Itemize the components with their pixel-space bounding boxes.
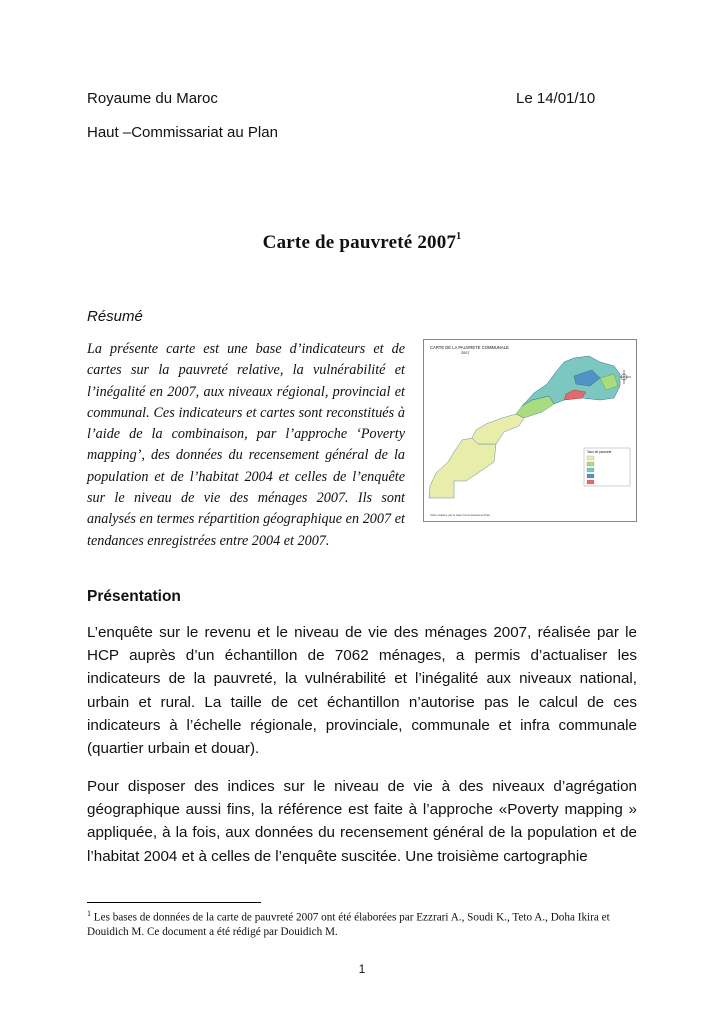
resume-heading: Résumé [87,308,143,325]
poverty-map-figure [423,339,637,522]
header-institution: Haut –Commissariat au Plan [87,124,278,141]
page-number: 1 [358,962,366,976]
map-source-note: Carte réalisée par le Haut Commissariat au Plan [430,513,491,517]
footnote-mark: 1 [87,909,91,918]
document-title-text: Carte de pauvreté 2007 [262,232,457,253]
title-footnote-mark: 1 [456,230,462,242]
map-title: CARTE DE LA PAUVRETE COMMUNALE [430,345,509,350]
map-south-central [472,414,524,444]
map-legend [584,448,630,486]
footnote-text: Les bases de données de la carte de pauvreté 2007 ont été élaborées par Ezzrari A., Soudi K., Teto A., Doha Ikira et Douidich M. Ce document a été rédigé par Douidich M. [87,911,610,938]
map-legend-title: Taux de pauvreté [587,450,612,454]
footnote-separator [87,902,261,903]
header-date: Le 14/01/10 [516,90,596,107]
presentation-paragraph-2: Pour disposer des indices sur le niveau de vie à des niveaux d’agrégation géographique aussi fins, la référence est faite à l’approche «Poverty mapping » appliquée, à la fois, aux données du recensement général de la population et de l’habitat 2004 et à celles de l’enquête suscitée. Une troisième cartographie [87,778,637,865]
map-southern-region [429,438,496,498]
resume-abstract: La présente carte est une base d’indicateurs et de cartes sur la pauvreté relative, la vulnérabilité et l’inégalité en 2007, aux niveaux régional, provincial et communal. Ces indicateurs et cartes sont reconstitués à l’aide de la combinaison, par l’approche ‘Poverty mapping’, des données du recensement général de la population et de l’habitat 2004 et celles de l’enquête sur le niveau de vie des ménages 2007. Ils sont analysés en termes répartition géographique en 2007 et tendances enregistrées entre 2004 et 2007. [87,341,405,549]
map-subtitle: 2007 [461,351,470,355]
document-title [0,232,724,254]
presentation-paragraph-1: L’enquête sur le revenu et le niveau de vie des ménages 2007, réalisée par le HCP auprès d’un échantillon de 7062 ménages, a permis d’actualiser les indicateurs de la pauvreté, la vulnérabilité et l’inégalité aux niveaux national, urbain et rural. La taille de cet échantillon n’autorise pas le calcul de ces indicateurs à l’échelle régionale, provinciale, communale et infra communale (quartier urbain et douar). [87,624,637,758]
presentation-heading: Présentation [87,588,181,605]
poverty-map-svg [424,340,636,521]
header-country: Royaume du Maroc [87,90,218,107]
footnote [87,907,635,939]
